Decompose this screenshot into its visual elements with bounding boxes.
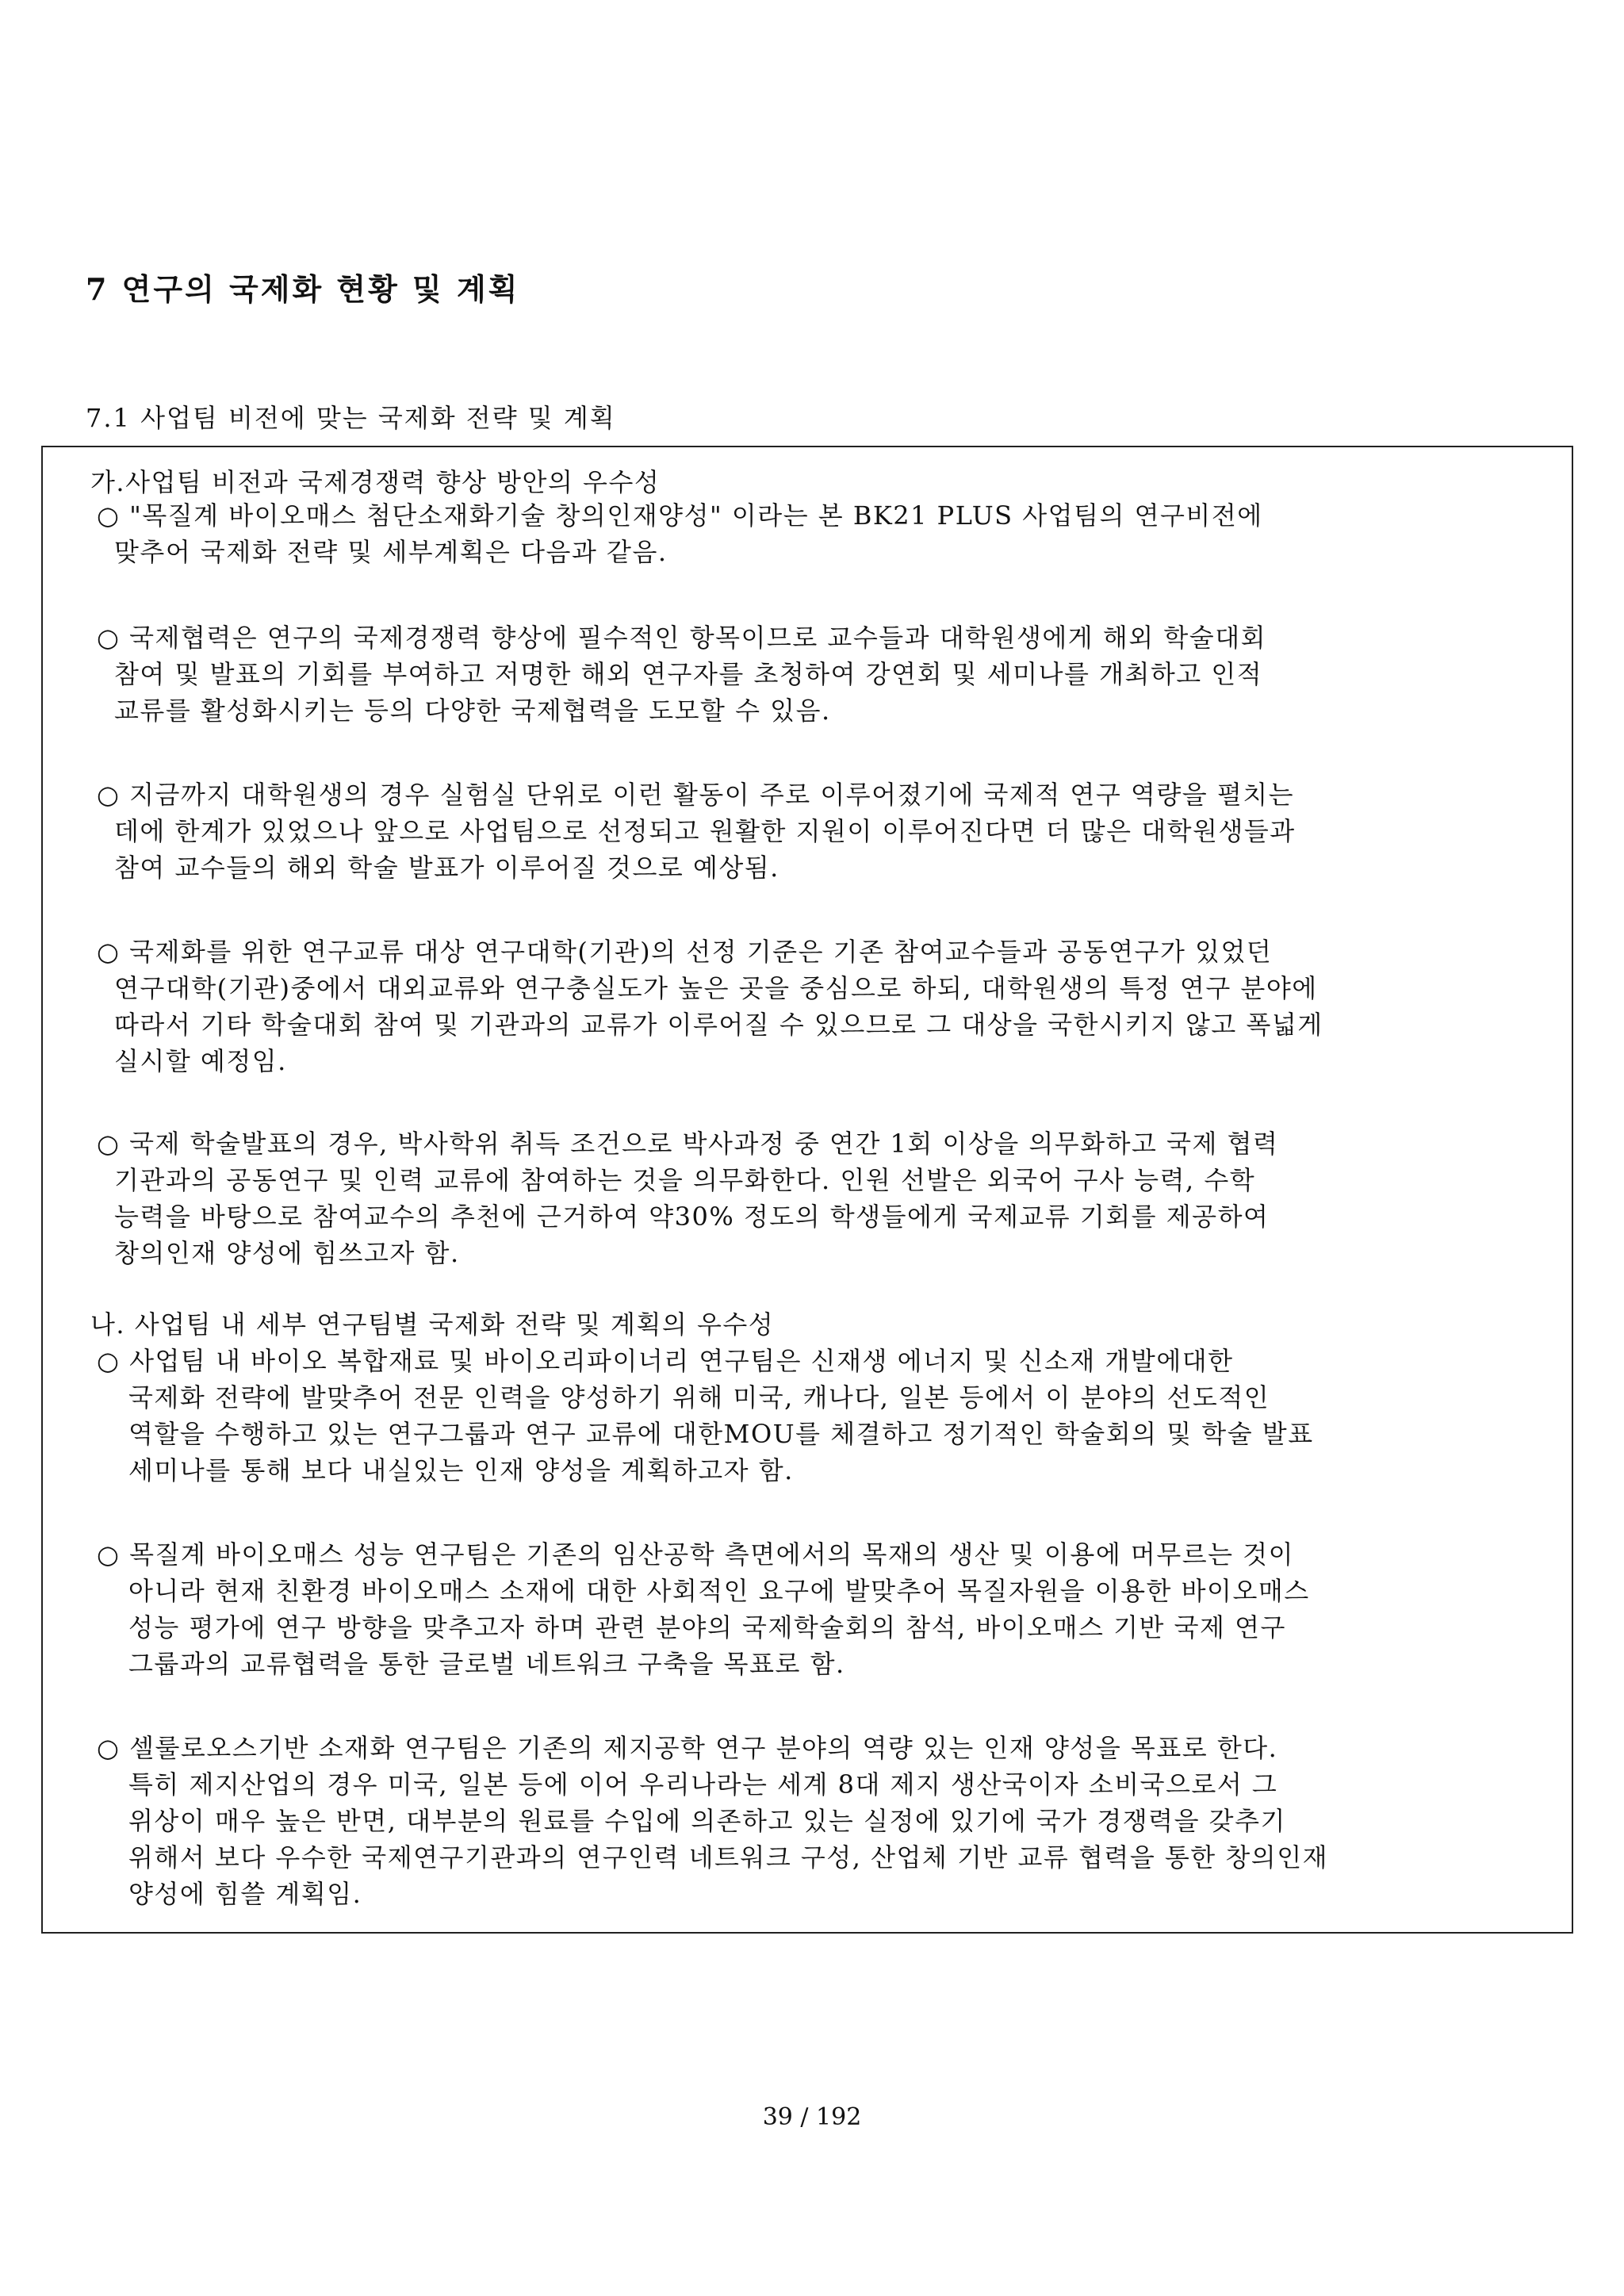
paragraph-line: 기관과의 공동연구 및 인력 교류에 참여하는 것을 의무화한다. 인원 선발은 외국어 구사 능력, 수학	[114, 1165, 1256, 1195]
paragraph-line: 실시할 예정임.	[114, 1046, 287, 1076]
paragraph-line: 양성에 힘쓸 계획임.	[128, 1879, 362, 1909]
paragraph-line: ○ 셀룰로오스기반 소재화 연구팀은 기존의 제지공학 연구 분야의 역량 있는 인재 양성을 목표로 한다.	[97, 1733, 1278, 1763]
paragraph-line: 아니라 현재 친환경 바이오매스 소재에 대한 사회적인 요구에 발맞추어 목질자원을 이용한 바이오매스	[128, 1576, 1310, 1606]
paragraph-line: 역할을 수행하고 있는 연구그룹과 연구 교류에 대한MOU를 체결하고 정기적인 학술회의 및 학술 발표	[128, 1419, 1314, 1449]
content-box	[41, 446, 1573, 1934]
subsection-heading: 7.1 사업팀 비전에 맞는 국제화 전략 및 계획	[86, 403, 616, 433]
paragraph-line: ○ 사업팀 내 바이오 복합재료 및 바이오리파이너리 연구팀은 신재생 에너지 및 신소재 개발에대한	[97, 1346, 1234, 1376]
paragraph-line: 데에 한계가 있었으나 앞으로 사업팀으로 선정되고 원활한 지원이 이루어진다면 더 많은 대학원생들과	[114, 816, 1296, 846]
paragraph-line: 맞추어 국제화 전략 및 세부계획은 다음과 같음.	[114, 537, 668, 567]
paragraph-line: 그룹과의 교류협력을 통한 글로벌 네트워크 구축을 목표로 함.	[128, 1649, 845, 1679]
paragraph-line: 연구대학(기관)중에서 대외교류와 연구충실도가 높은 곳을 중심으로 하되, 대학원생의 특정 연구 분야에	[114, 973, 1318, 1003]
paragraph-line: 능력을 바탕으로 참여교수의 추천에 근거하여 약30% 정도의 학생들에게 국제교류 기회를 제공하여	[114, 1202, 1270, 1232]
paragraph-line: ○ 지금까지 대학원생의 경우 실험실 단위로 이런 활동이 주로 이루어졌기에 국제적 연구 역량을 펼치는	[97, 780, 1295, 810]
paragraph-line: 국제화 전략에 발맞추어 전문 인력을 양성하기 위해 미국, 캐나다, 일본 등에서 이 분야의 선도적인	[128, 1382, 1270, 1412]
section-heading: 7 연구의 국제화 현황 및 계획	[86, 271, 520, 307]
paragraph-line: 따라서 기타 학술대회 참여 및 기관과의 교류가 이루어질 수 있으므로 그 대상을 국한시키지 않고 폭넓게	[114, 1010, 1323, 1040]
paragraph-line: ○ 국제화를 위한 연구교류 대상 연구대학(기관)의 선정 기준은 기존 참여교수들과 공동연구가 있었던	[97, 937, 1273, 967]
paragraph-line: 교류를 활성화시키는 등의 다양한 국제협력을 도모할 수 있음.	[114, 696, 831, 726]
paragraph-line: 창의인재 양성에 힘쓰고자 함.	[114, 1238, 460, 1268]
paragraph-line: 특히 제지산업의 경우 미국, 일본 등에 이어 우리나라는 세계 8대 제지 생산국이자 소비국으로서 그	[128, 1769, 1278, 1800]
paragraph-line: ○ 국제 학술발표의 경우, 박사학위 취득 조건으로 박사과정 중 연간 1회 이상을 의무화하고 국제 협력	[97, 1129, 1279, 1159]
paragraph-line: 위해서 보다 우수한 국제연구기관과의 연구인력 네트워크 구성, 산업체 기반 교류 협력을 통한 창의인재	[128, 1842, 1329, 1872]
section-ga-title: 가.사업팀 비전과 국제경쟁력 향상 방안의 우수성	[90, 467, 661, 497]
paragraph-line: ○ 목질계 바이오매스 성능 연구팀은 기존의 임산공학 측면에서의 목재의 생산 및 이용에 머무르는 것이	[97, 1539, 1295, 1570]
paragraph-line: ○ 국제협력은 연구의 국제경쟁력 향상에 필수적인 항목이므로 교수들과 대학원생에게 해외 학술대회	[97, 623, 1267, 653]
paragraph-line: 참여 교수들의 해외 학술 발표가 이루어질 것으로 예상됨.	[114, 853, 779, 883]
paragraph-line: 참여 및 발표의 기회를 부여하고 저명한 해외 연구자를 초청하여 강연회 및 세미나를 개최하고 인적	[114, 659, 1263, 689]
paragraph-line: 위상이 매우 높은 반면, 대부분의 원료를 수입에 의존하고 있는 실정에 있기에 국가 경쟁력을 갖추기	[128, 1806, 1286, 1836]
paragraph-line: 세미나를 통해 보다 내실있는 인재 양성을 계획하고자 함.	[128, 1455, 794, 1485]
paragraph-line: 성능 평가에 연구 방향을 맞추고자 하며 관련 분야의 국제학술회의 참석, 바이오매스 기반 국제 연구	[128, 1612, 1286, 1642]
paragraph-line: ○ "목질계 바이오매스 첨단소재화기술 창의인재양성" 이라는 본 BK21 PLUS 사업팀의 연구비전에	[97, 500, 1263, 531]
page-number: 39 / 192	[762, 2103, 862, 2131]
section-na-title: 나. 사업팀 내 세부 연구팀별 국제화 전략 및 계획의 우수성	[90, 1309, 775, 1340]
